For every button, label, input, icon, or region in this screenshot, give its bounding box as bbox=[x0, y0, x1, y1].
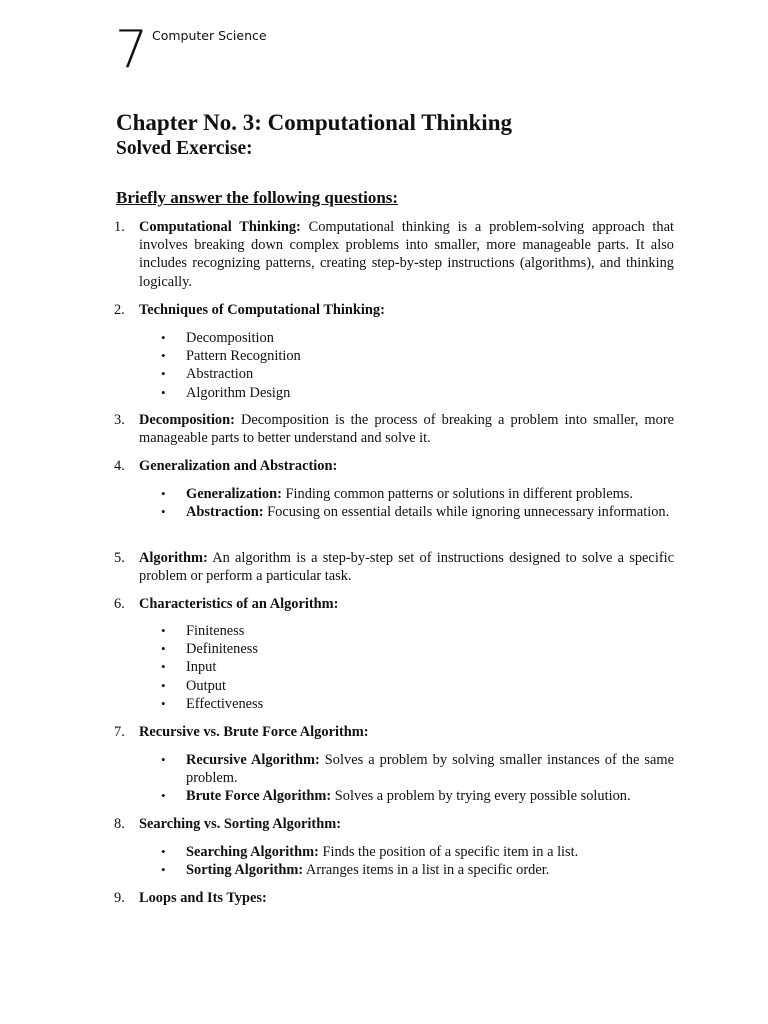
bullet-list bbox=[161, 622, 674, 713]
question-number: 6. bbox=[114, 596, 125, 612]
list-item: • Abstraction bbox=[161, 365, 674, 383]
chapter-title: Chapter No. 3: Computational Thinking bbox=[116, 110, 512, 135]
question-6 bbox=[114, 595, 674, 613]
item-text: Solves a problem by solving smaller instances of the same problem. bbox=[186, 752, 674, 787]
grade-number: 7 bbox=[115, 20, 149, 80]
question-title: Decomposition: bbox=[139, 412, 235, 428]
question-number: 7. bbox=[114, 724, 125, 740]
item-label: Recursive Algorithm: bbox=[186, 752, 320, 768]
subject-name: Computer Science bbox=[152, 28, 267, 43]
question-3 bbox=[114, 411, 674, 447]
list-item: • Decomposition bbox=[161, 329, 674, 347]
item-text: Focusing on essential details while ignoring unnecessary information. bbox=[263, 504, 670, 521]
list-item: • Effectiveness bbox=[161, 695, 674, 713]
question-title: Recursive vs. Brute Force Algorithm: bbox=[139, 724, 369, 740]
question-number: 4. bbox=[114, 458, 125, 474]
answer-text: Decomposition is the process of breaking a problem into smaller, more manageable parts to better understand and solve it. bbox=[139, 412, 674, 447]
list-item bbox=[161, 843, 674, 861]
item-label: Searching Algorithm: bbox=[186, 844, 319, 860]
list-item: • Definiteness bbox=[161, 640, 674, 658]
question-number: 8. bbox=[114, 816, 125, 832]
item-label: Brute Force Algorithm: bbox=[186, 788, 332, 805]
question-title: Techniques of Computational Thinking: bbox=[139, 302, 385, 318]
list-item bbox=[161, 861, 674, 879]
list-item: • Output bbox=[161, 677, 674, 695]
list-item bbox=[161, 751, 674, 787]
question-answer bbox=[139, 218, 674, 291]
item-label: Sorting Algorithm: bbox=[186, 862, 304, 879]
question-5 bbox=[114, 549, 674, 585]
item-text: Arranges items in a list in a specific order. bbox=[303, 862, 550, 879]
question-title: Computational Thinking: bbox=[139, 219, 301, 235]
item-text: Finding common patterns or solutions in different problems. bbox=[281, 486, 633, 502]
instruction-heading: Briefly answer the following questions: bbox=[116, 188, 399, 207]
list-item bbox=[161, 787, 674, 805]
list-item: • Pattern Recognition bbox=[161, 347, 674, 365]
question-title: Loops and Its Types: bbox=[139, 890, 267, 906]
question-number: 9. bbox=[114, 890, 125, 906]
question-number: 1. bbox=[114, 219, 125, 235]
question-number: 5. bbox=[114, 550, 125, 566]
bullet-list bbox=[161, 329, 674, 402]
list-item bbox=[161, 503, 674, 521]
question-title: Algorithm: bbox=[139, 550, 208, 566]
answer-text: An algorithm is a step-by-step set of instructions designed to solve a specific problem or perform a particular task. bbox=[139, 550, 674, 585]
bullet-list bbox=[161, 751, 674, 806]
question-4 bbox=[114, 457, 674, 475]
item-text: Solves a problem by trying every possible solution. bbox=[331, 788, 631, 805]
question-9 bbox=[114, 889, 674, 907]
question-1 bbox=[114, 218, 674, 291]
bullet-list bbox=[161, 843, 674, 879]
list-item: • Algorithm Design bbox=[161, 384, 674, 402]
list-item: • Input bbox=[161, 658, 674, 676]
item-text: Finds the position of a specific item in a list. bbox=[318, 844, 579, 860]
list-item: • Finiteness bbox=[161, 622, 674, 640]
question-number: 3. bbox=[114, 412, 125, 428]
item-label: Generalization: bbox=[186, 486, 282, 502]
question-2 bbox=[114, 301, 674, 319]
question-title: Generalization and Abstraction: bbox=[139, 458, 338, 474]
question-title: Searching vs. Sorting Algorithm: bbox=[139, 816, 342, 832]
section-title: Solved Exercise: bbox=[116, 138, 253, 159]
question-7 bbox=[114, 723, 674, 741]
bullet-list bbox=[161, 485, 674, 521]
item-label: Abstraction: bbox=[186, 504, 264, 521]
list-item bbox=[161, 485, 674, 503]
question-title: Characteristics of an Algorithm: bbox=[139, 596, 339, 612]
question-number: 2. bbox=[114, 302, 125, 318]
question-8 bbox=[114, 815, 674, 833]
answer-text: Computational thinking is a problem-solving approach that involves breaking down complex problems into smaller, more manageable parts. It also includes recognizing patterns, creating step-by-step instructions (algorithms), and thinking logically. bbox=[139, 219, 675, 290]
